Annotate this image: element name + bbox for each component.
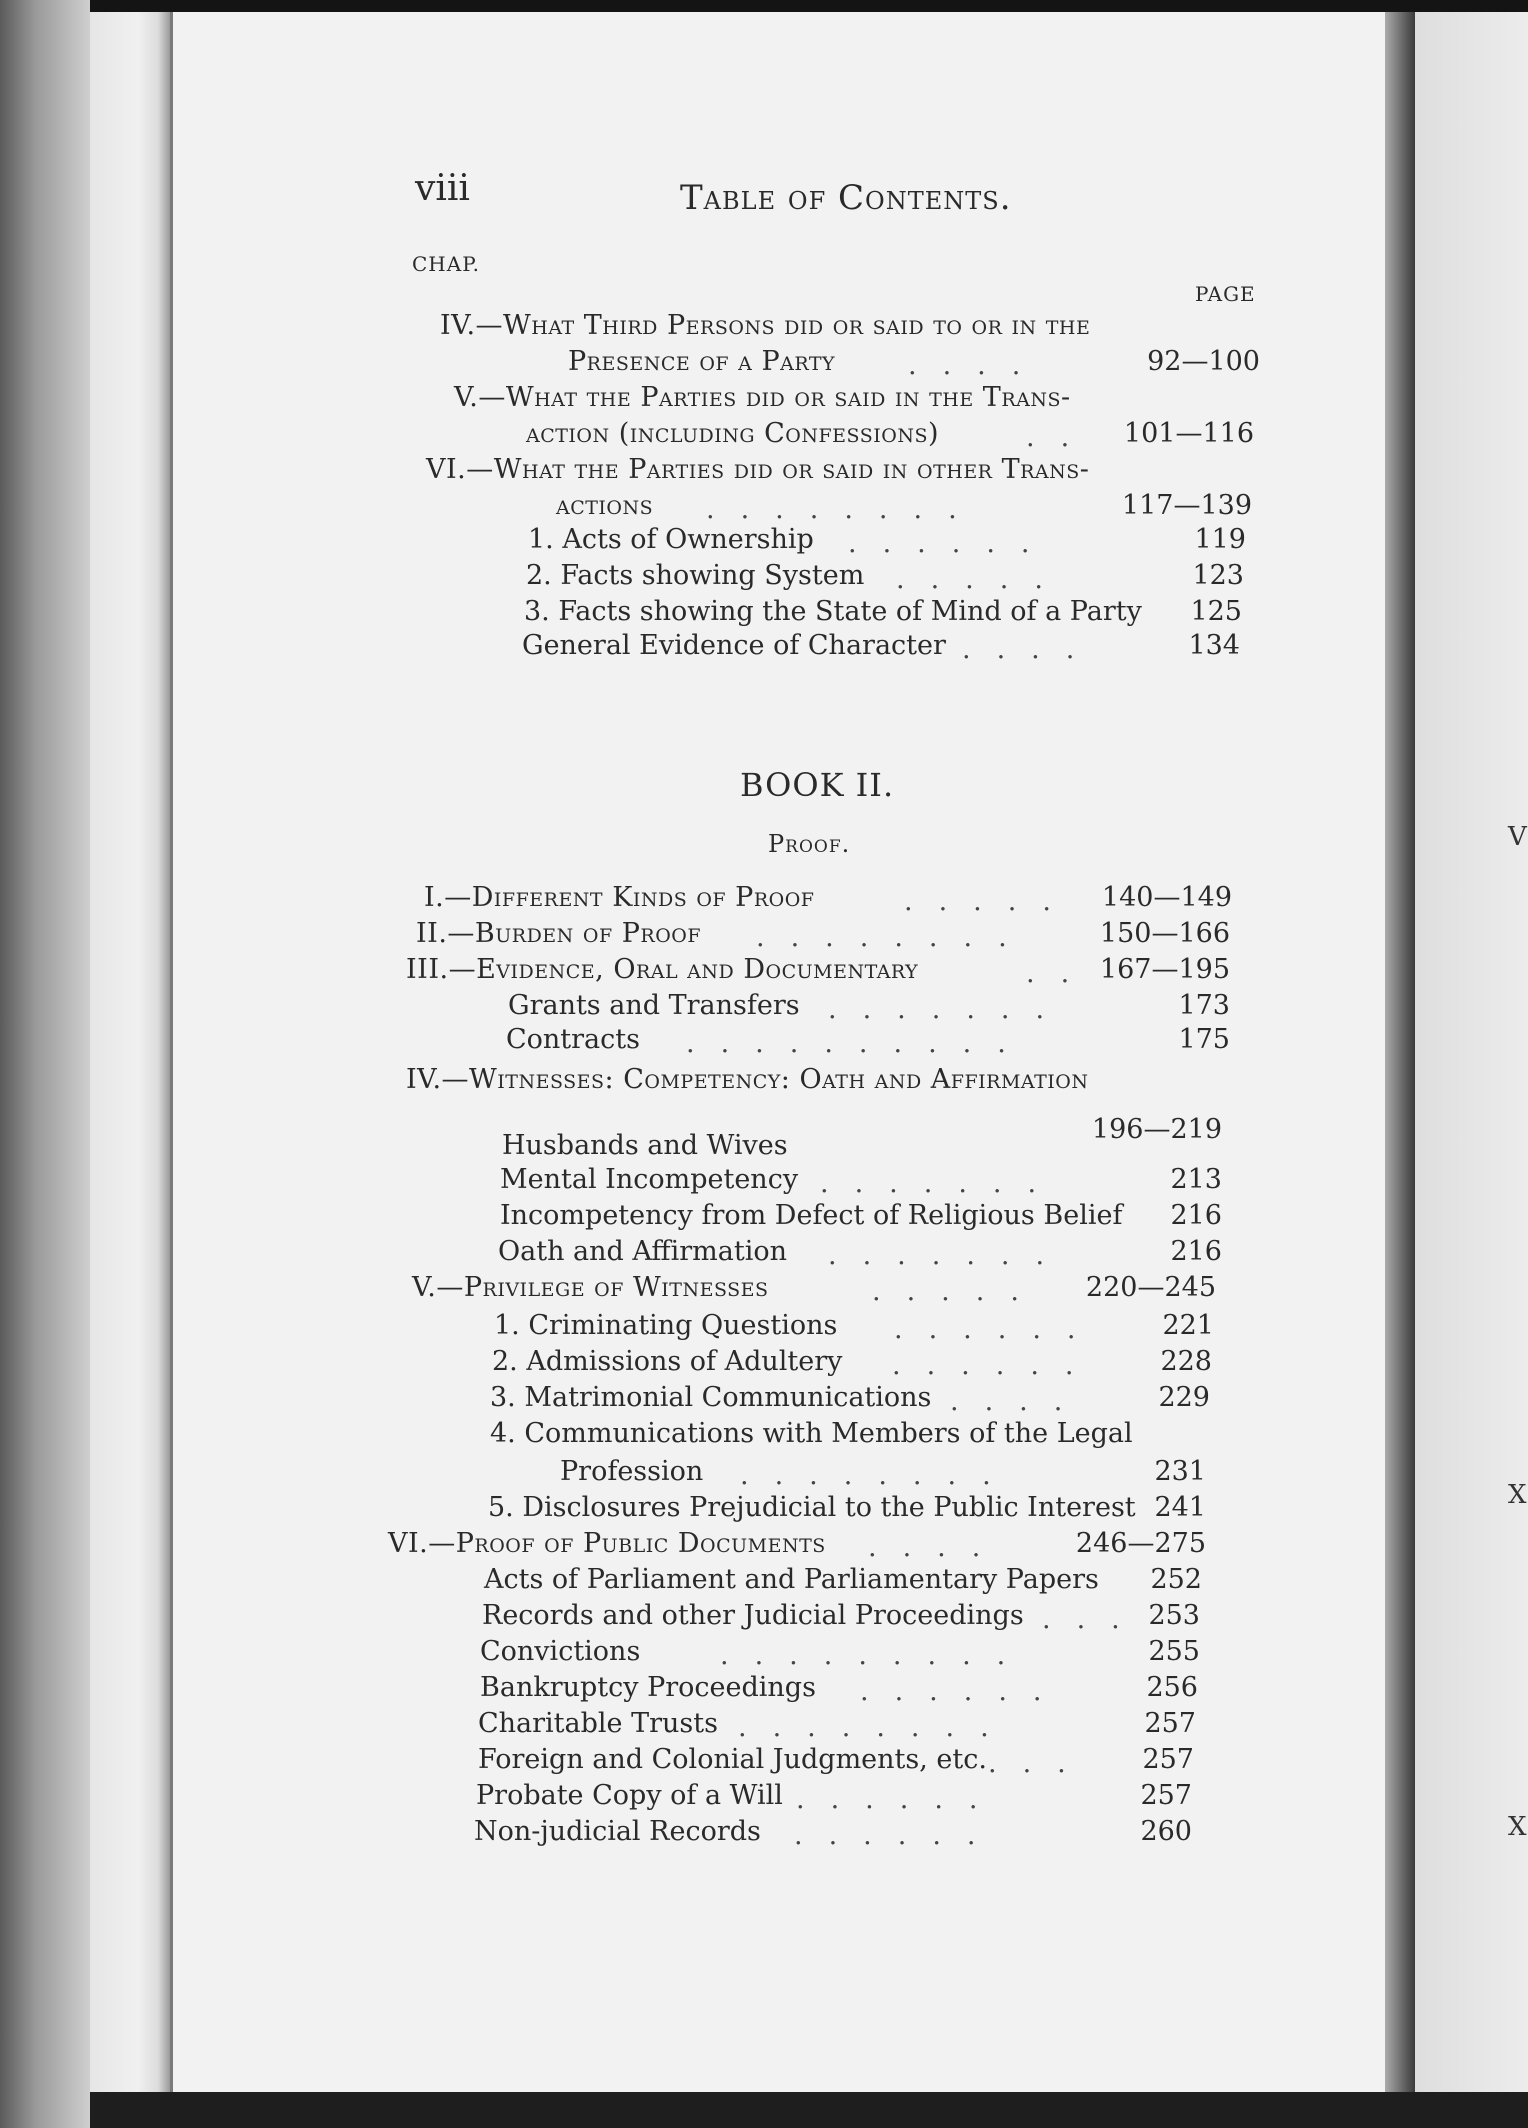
toc-entry-page: 231 xyxy=(1154,1456,1206,1487)
toc-entry xyxy=(426,454,1186,486)
toc-entry-text: Mental Incompetency xyxy=(500,1164,799,1195)
book-heading: BOOK II. xyxy=(740,766,895,804)
toc-entry-text: Convictions xyxy=(480,1636,641,1667)
book-gutter xyxy=(1385,12,1415,2092)
toc-entry-page: 220—245 xyxy=(1085,1272,1216,1303)
toc-entry-page: 216 xyxy=(1170,1200,1222,1231)
toc-entry-text: IV.—Witnesses: Competency: Oath and Affirmation xyxy=(406,1064,1089,1095)
toc-entry-text: I.—Different Kinds of Proof xyxy=(424,882,815,913)
running-title: Table of Contents. xyxy=(680,178,1012,218)
toc-entry: VI.—Proof of Public Documents .... 246—275 xyxy=(388,1528,1206,1563)
toc-entry-page: 213 xyxy=(1170,1164,1222,1195)
toc-entry-page: 117—139 xyxy=(1121,490,1252,521)
page-folio: viii xyxy=(415,168,470,209)
toc-entry: Presence of a Party .... 92—100 xyxy=(568,346,1260,381)
toc-entry xyxy=(500,1200,1222,1232)
toc-entry-page: 196—219 xyxy=(1091,1114,1222,1145)
next-page-mark: V xyxy=(1508,822,1527,852)
toc-entry-page: 241 xyxy=(1154,1492,1206,1523)
toc-entry xyxy=(406,1064,1230,1096)
toc-entry-page: 140—149 xyxy=(1101,882,1232,913)
toc-entry-text: Bankruptcy Proceedings xyxy=(480,1672,816,1703)
toc-entry-text: 4. Communications with Members of the Legal xyxy=(490,1418,1133,1449)
book-subtitle: Proof. xyxy=(768,830,851,858)
toc-entry: III.—Evidence, Oral and Documentary .. 167—195 xyxy=(406,954,1230,989)
toc-entry-text: 1. Criminating Questions xyxy=(494,1310,838,1341)
toc-entry: Probate Copy of a Will ...... 257 xyxy=(476,1780,1192,1815)
toc-entry xyxy=(502,1130,1222,1162)
toc-entry-text: Acts of Parliament and Parliamentary Papers xyxy=(484,1564,1099,1595)
toc-entry-page: 167—195 xyxy=(1099,954,1230,985)
toc-entry-text: Charitable Trusts xyxy=(478,1708,718,1739)
toc-entry-text: Incompetency from Defect of Religious Belief xyxy=(500,1200,1123,1231)
toc-entry: 3. Matrimonial Communications .... 229 xyxy=(490,1382,1210,1417)
toc-entry-text: II.—Burden of Proof xyxy=(416,918,702,949)
toc-entry-text: Presence of a Party xyxy=(568,346,836,377)
next-page-edge xyxy=(1415,12,1528,2092)
toc-entry-text: 2. Facts showing System xyxy=(526,560,865,591)
chap-column-label: CHAP. xyxy=(412,252,480,276)
toc-entry-text: V.—What the Parties did or said in the Trans- xyxy=(454,382,1071,413)
toc-entry: 1. Criminating Questions ...... 221 xyxy=(494,1310,1214,1345)
previous-page-edge xyxy=(90,12,170,2092)
page-column-label: PAGE xyxy=(1195,282,1256,306)
toc-entry: Mental Incompetency ....... 213 xyxy=(500,1164,1222,1199)
toc-entry-text: 3. Matrimonial Communications xyxy=(490,1382,932,1413)
toc-entry-page: 228 xyxy=(1160,1346,1212,1377)
toc-entry-page: 92—100 xyxy=(1147,346,1260,377)
toc-entry-page: 125 xyxy=(1190,596,1242,627)
toc-entry-text: 2. Admissions of Adultery xyxy=(492,1346,843,1377)
next-page-mark: X xyxy=(1508,1812,1527,1842)
toc-entry: 1. Acts of Ownership ...... 119 xyxy=(528,524,1246,559)
toc-entry-page: 150—166 xyxy=(1099,918,1230,949)
toc-entry-text: Probate Copy of a Will xyxy=(476,1780,783,1811)
toc-entry xyxy=(484,1564,1202,1596)
toc-entry-text: VI.—What the Parties did or said in other Trans- xyxy=(426,454,1090,485)
toc-entry: Contracts .......... 175 xyxy=(506,1024,1230,1059)
toc-entry-page: 119 xyxy=(1194,524,1246,555)
toc-entry-text: General Evidence of Character xyxy=(522,630,946,661)
toc-entry-text: Oath and Affirmation xyxy=(498,1236,787,1267)
scan-left-edge xyxy=(0,0,90,2128)
toc-entry: I.—Different Kinds of Proof ..... 140—149 xyxy=(424,882,1232,917)
toc-entry-text: Husbands and Wives xyxy=(502,1130,788,1161)
toc-entry-text: VI.—Proof of Public Documents xyxy=(388,1528,826,1559)
toc-entry-text: actions xyxy=(556,490,654,521)
toc-entry: 2. Admissions of Adultery ...... 228 xyxy=(492,1346,1212,1381)
toc-entry-text: IV.—What Third Persons did or said to or in the xyxy=(440,310,1091,341)
toc-entry-page: 134 xyxy=(1188,630,1240,661)
toc-entry-page: 257 xyxy=(1142,1744,1194,1775)
toc-entry-text: 5. Disclosures Prejudicial to the Public Interest xyxy=(488,1492,1136,1523)
toc-entry-page: 260 xyxy=(1140,1816,1192,1847)
toc-entry: Foreign and Colonial Judgments, etc. ... 257 xyxy=(478,1744,1194,1779)
toc-entry-text: III.—Evidence, Oral and Documentary xyxy=(406,954,919,985)
toc-entry: V.—Privilege of Witnesses ..... 220—245 xyxy=(412,1272,1216,1307)
toc-entry-text: Contracts xyxy=(506,1024,640,1055)
toc-entry: Convictions ......... 255 xyxy=(480,1636,1200,1671)
toc-entry-page: 216 xyxy=(1170,1236,1222,1267)
toc-entry-text: Foreign and Colonial Judgments, etc. xyxy=(478,1744,987,1775)
toc-entry: Non-judicial Records ...... 260 xyxy=(474,1816,1192,1851)
toc-entry xyxy=(490,1418,1210,1450)
toc-entry xyxy=(488,1492,1206,1524)
toc-entry-page: 255 xyxy=(1148,1636,1200,1667)
toc-entry-page: 173 xyxy=(1178,990,1230,1021)
toc-entry-text: Records and other Judicial Proceedings xyxy=(482,1600,1024,1631)
toc-entry: Bankruptcy Proceedings ...... 256 xyxy=(480,1672,1198,1707)
toc-entry: actions ........ 117—139 xyxy=(556,490,1252,525)
toc-entry-page: 229 xyxy=(1158,1382,1210,1413)
toc-entry-page: 175 xyxy=(1178,1024,1230,1055)
toc-entry-page: 253 xyxy=(1148,1600,1200,1631)
toc-entry: action (including Confessions) .. 101—116 xyxy=(526,418,1254,453)
toc-entry-text: 1. Acts of Ownership xyxy=(528,524,814,555)
toc-entry-page: 257 xyxy=(1144,1708,1196,1739)
toc-entry: General Evidence of Character .... 134 xyxy=(522,630,1240,665)
next-page-mark: X xyxy=(1508,1480,1527,1510)
toc-entry-text: Non-judicial Records xyxy=(474,1816,761,1847)
toc-entry-page: 252 xyxy=(1150,1564,1202,1595)
toc-entry: Oath and Affirmation ....... 216 xyxy=(498,1236,1222,1271)
toc-entry-text: Profession xyxy=(560,1456,704,1487)
toc-entry-page: 101—116 xyxy=(1123,418,1254,449)
toc-entry-page: 256 xyxy=(1146,1672,1198,1703)
toc-entry-page: 221 xyxy=(1162,1310,1214,1341)
toc-entry-page: 123 xyxy=(1192,560,1244,591)
toc-entry: Records and other Judicial Proceedings ... 253 xyxy=(482,1600,1200,1635)
toc-entry: II.—Burden of Proof ........ 150—166 xyxy=(416,918,1230,953)
toc-entry xyxy=(454,382,1194,414)
toc-entry: 2. Facts showing System ..... 123 xyxy=(526,560,1244,595)
toc-entry-text: V.—Privilege of Witnesses xyxy=(412,1272,769,1303)
toc-entry-text: Grants and Transfers xyxy=(508,990,800,1021)
toc-entry-page: 246—275 xyxy=(1075,1528,1206,1559)
toc-entry: Profession ........ 231 xyxy=(560,1456,1206,1491)
toc-entry-text: action (including Confessions) xyxy=(526,418,940,449)
toc-entry: Grants and Transfers ....... 173 xyxy=(508,990,1230,1025)
toc-entry-page: 257 xyxy=(1140,1780,1192,1811)
toc-entry-text: 3. Facts showing the State of Mind of a Party xyxy=(524,596,1142,627)
toc-entry xyxy=(440,310,1190,342)
toc-entry xyxy=(524,596,1242,628)
toc-entry: Charitable Trusts ........ 257 xyxy=(478,1708,1196,1743)
